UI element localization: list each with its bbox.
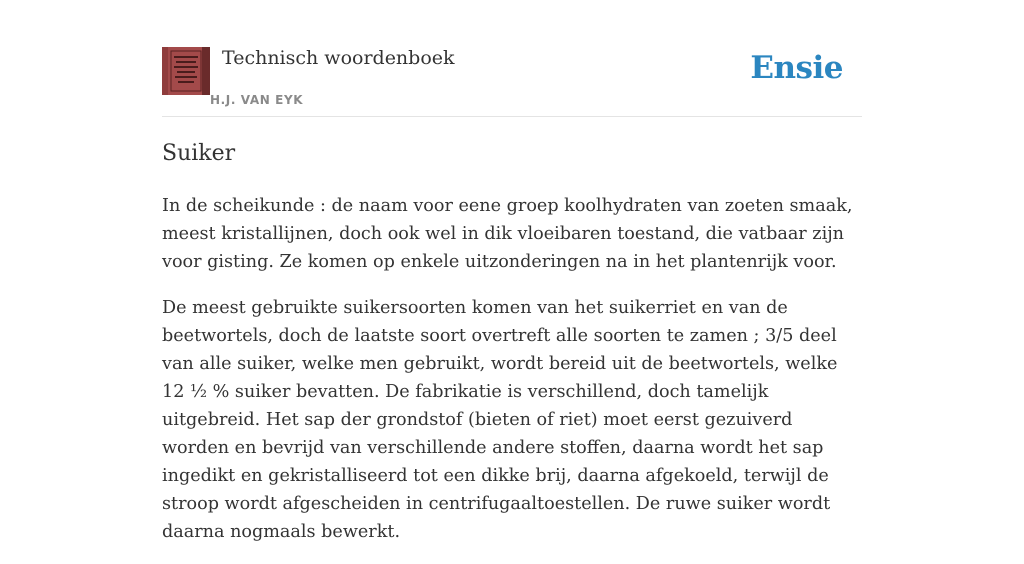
entry-body [162, 192, 862, 564]
book-cover-image[interactable] [162, 47, 210, 95]
book-title[interactable]: Technisch woordenboek [222, 47, 455, 69]
book-author[interactable]: H.J. VAN EYK [210, 93, 304, 107]
entry-paragraph-1: In de scheikunde : de naam voor eene groep koolhydraten van zoeten smaak, meest kristallijnen, doch ook wel in dik vloeibaren toestand, die vatbaar zijn voor gisting. Ze komen op enkele uitzonderingen na in het plantenrijk voor. [162, 196, 853, 272]
entry-page [162, 0, 862, 542]
entry-title: Suiker [162, 141, 236, 166]
book-cover-icon [162, 47, 210, 95]
header [162, 0, 862, 117]
entry-paragraph-2: De meest gebruikte suikersoorten komen van het suikerriet en van de beetwortels, doch de laatste soort overtreft alle soorten te zamen ; 3/5 deel van alle suiker, welke men gebruikt, wordt bereid uit de beetwortels, welke 12 ½ % suiker bevatten. De fabrikatie is verschillend, doch tamelijk uitgebreid. Het sap der grondstof (bieten of riet) moet eerst gezuiverd worden en bevrijd van verschillende andere stoffen, daarna wordt het sap ingedikt en gekristalliseerd tot een dikke brij, daarna afgekoeld, terwijl de stroop wordt afgescheiden in centrifugaaltoestellen. De ruwe suiker wordt daarna nogmaals bewerkt. [162, 298, 838, 542]
ensie-logo-link[interactable]: Ensie [750, 50, 843, 86]
